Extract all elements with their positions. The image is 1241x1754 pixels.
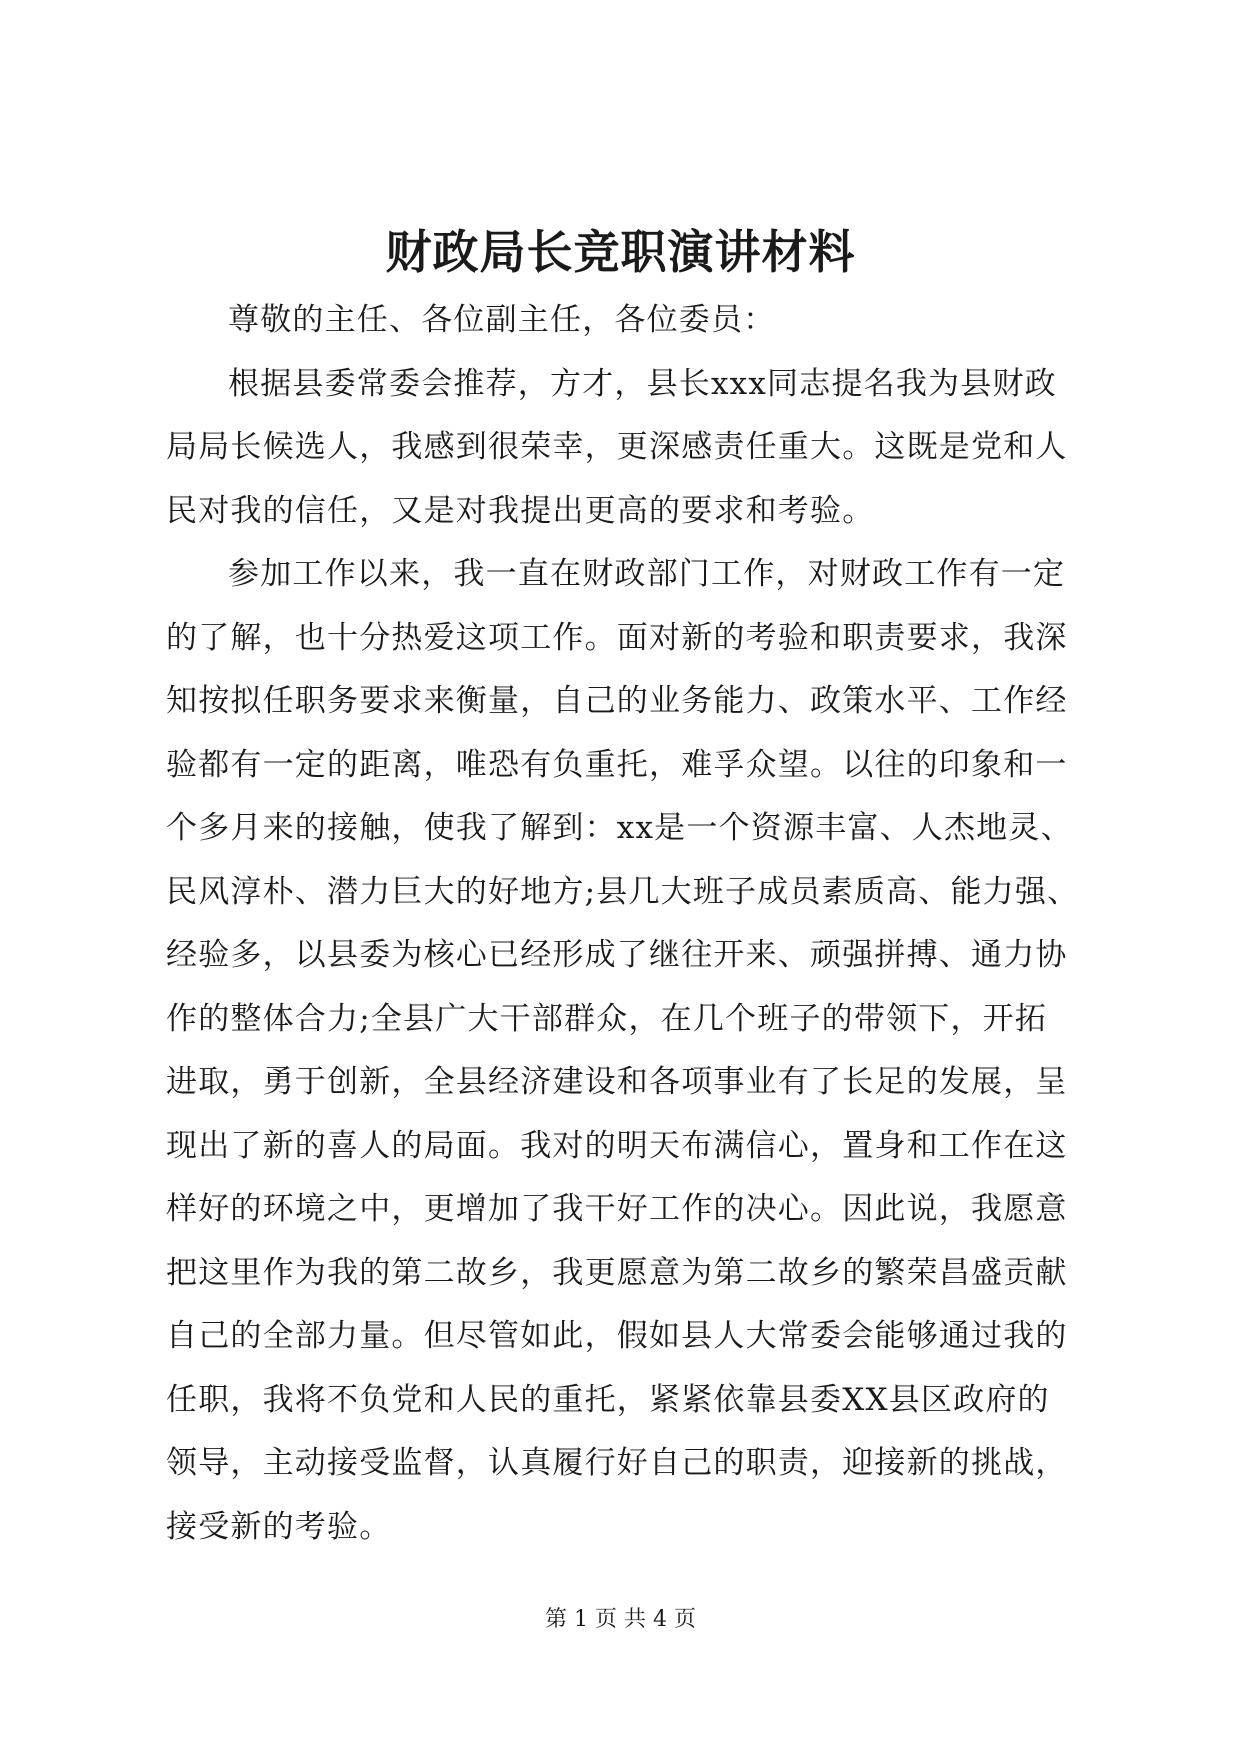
paragraph-2-line-16: 接受新的考验。 xyxy=(166,1508,392,1545)
document-body xyxy=(166,289,1086,1559)
paragraph-2-line-15: 领导，主动接受监督，认真履行好自己的职责，迎接新的挑战， xyxy=(166,1445,1068,1481)
paragraph-2-line-1: 参加工作以来，我一直在财政部门工作，对财政工作有一定 xyxy=(228,556,1066,592)
paragraph-2-line-9: 进取，勇于创新，全县经济建设和各项事业有了长足的发展，呈 xyxy=(166,1064,1068,1100)
paragraph-1-line-2: 局局长候选人，我感到很荣幸，更深感责任重大。这既是党和人 xyxy=(166,429,1068,465)
paragraph-2-line-2: 的了解，也十分热爱这项工作。面对新的考验和职责要求，我深 xyxy=(166,619,1068,656)
paragraph-1-line-3: 民对我的信任，又是对我提出更高的要求和考验。 xyxy=(166,492,875,529)
paragraph-2-line-11: 样好的环境之中，更增加了我干好工作的决心。因此说，我愿意 xyxy=(166,1191,1068,1227)
salutation-line: 尊敬的主任、各位副主任，各位委员： xyxy=(228,302,776,338)
paragraph-2-line-5: 个多月来的接触，使我了解到：xx是一个资源丰富、人杰地灵、 xyxy=(166,810,1073,846)
document-title: 财政局长竞职演讲材料 xyxy=(385,225,856,279)
paragraph-2-line-13: 自己的全部力量。但尽管如此，假如县人大常委会能够通过我的 xyxy=(166,1318,1068,1354)
page-number-footer: 第 1 页 共 4 页 xyxy=(545,1607,696,1632)
paragraph-2-line-6: 民风淳朴、潜力巨大的好地方;县几大班子成员素质高、能力强、 xyxy=(166,873,1080,910)
paragraph-1-line-1: 根据县委常委会推荐，方才，县长xxx同志提名我为县财政 xyxy=(228,365,1057,402)
paragraph-2-line-12: 把这里作为我的第二故乡，我更愿意为第二故乡的繁荣昌盛贡献 xyxy=(166,1254,1068,1291)
paragraph-2-line-8: 作的整体合力;全县广大干部群众，在几个班子的带领下，开拓 xyxy=(166,1000,1048,1037)
paragraph-2-line-10: 现出了新的喜人的局面。我对的明天布满信心，置身和工作在这 xyxy=(166,1127,1068,1164)
paragraph-2-line-4: 验都有一定的距离，唯恐有负重托，难孚众望。以往的印象和一 xyxy=(166,746,1068,783)
paragraph-2-line-3: 知按拟任职务要求来衡量，自己的业务能力、政策水平、工作经 xyxy=(166,683,1068,719)
paragraph-2-line-7: 经验多，以县委为核心已经形成了继往开来、顽强拼搏、通力协 xyxy=(166,937,1068,973)
paragraph-2-line-14: 任职，我将不负党和人民的重托，紧紧依靠县委XX县区政府的 xyxy=(166,1381,1050,1418)
